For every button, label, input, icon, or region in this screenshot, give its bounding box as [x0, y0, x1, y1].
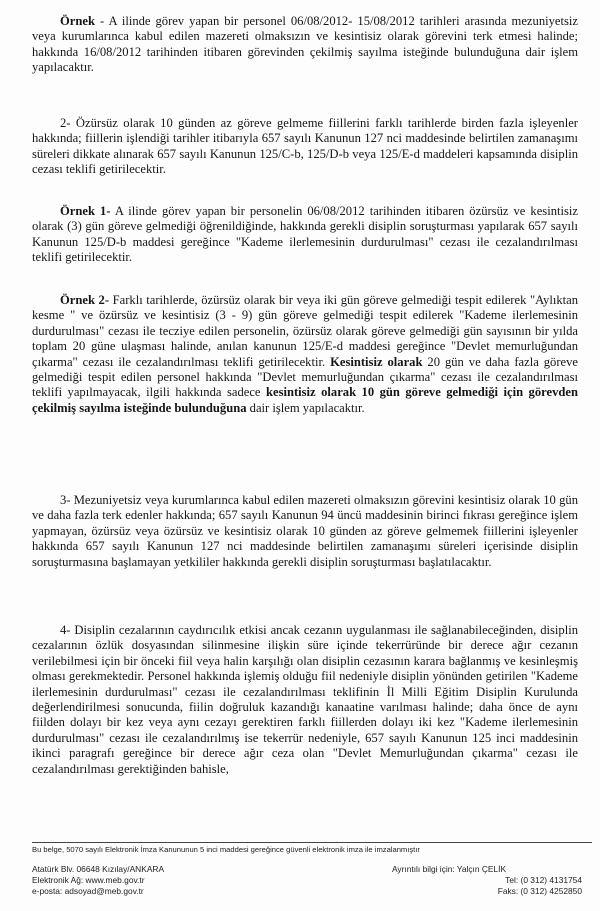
- footer-address: Atatürk Blv. 06648 Kızılay/ANKARA: [32, 864, 165, 874]
- paragraph-text: A ilinde görev yapan bir personelin 06/08/2012 tarihinden itibaren özürsüz ve kesintisiz olarak (3) gün göreve gelmediği öğrenildiğinde, hakkında gerekli disiplin soruşturması yapılarak 657 sayılı Kanunun 125/D-b maddesi gereğince "Kademe ilerlemesinin durdurulması" cezası ile cezalandırılması teklifi getirilecektir.: [32, 204, 578, 265]
- bold-phrase: Kesintisiz olarak: [330, 354, 423, 369]
- footer-email: e-posta: adsoyad@meb.gov.tr: [32, 886, 144, 897]
- paragraph-text: 20 gün ve daha fazla göreve gelmediği tespit edilen personel hakkında "Devlet memurluğundan çıkarma" cezası ile cezalandırılması teklifi yapılmayacak, ilgili hakkında sadece: [32, 354, 578, 400]
- paragraph-example: [32, 14, 578, 76]
- example-heading: Örnek 2-: [60, 293, 110, 307]
- paragraph-text: 3- Mezuniyetsiz veya kurumlarınca kabul edilen mazereti olmaksızın görevini kesintisiz olarak 10 gün ve daha fazla terk edenler hakkında; 657 sayılı Kanunun 94 üncü maddesinin birinci fıkrası gereğince işlem yapmayan, özürsüz veya özürsüz ve kesintisiz olarak 10 günden az göreve gelmemek fiillerini işleyenler hakkında 657 sayılı Kanunun 127 nci maddesinde belirtilen zamanaşımı süreleri içerisinde disiplin soruşturmasına başlamayan yetkililer hakkında gerekli disiplin soruşturması başlatılacaktır.: [32, 493, 578, 569]
- footer-contact-person: Ayrıntılı bilgi için: Yalçın ÇELİK: [392, 864, 507, 874]
- bold-phrase: kesintisiz olarak 10 gün göreve gelmediği için görevden çekilmiş sayılma isteğinde bulunduğuna: [32, 385, 578, 415]
- paragraph-example-2: [32, 293, 578, 416]
- paragraph-text: 2- Özürsüz olarak 10 günden az göreve gelmeme fiillerini farklı tarihlerde birden fazla işleyenler hakkında; fiillerin işlendiği tarihler itibarıyla 657 sayılı Kanunun 127 nci maddesinde belirtilen zamanaşımı süreleri dikkate alınarak 657 sayılı Kanunun 125/C-b, 125/D-b veya 125/E-d maddeleri kapsamında disiplin cezası teklifi getirilecektir.: [32, 116, 578, 177]
- example-heading: Örnek: [60, 14, 95, 28]
- footer-website: Elektronik Ağ: www.meb.gov.tr: [32, 875, 145, 886]
- footer-address-block: [32, 864, 292, 898]
- e-signature-note: Bu belge, 5070 sayılı Elektronik İmza Kanununun 5 inci maddesi gereğince güvenli elektronik imza ile imzalanmıştır: [32, 845, 420, 854]
- footer-divider: [32, 842, 592, 843]
- paragraph-item-4: [32, 623, 578, 777]
- paragraph-text: 4- Disiplin cezalarının caydırıcılık etkisi ancak cezanın uygulanması ile sağlanabileceğinden, disiplin cezalarının özlük dosyasından silinmesine ilişkin süre içinde tekerrüründe bir derece ağır cezanın verilebilmesi için bir önceki fiil veya halin karşılığı olan disiplin cezasının karara bağlanmış ve kesinleşmiş olması gerekmektedir. Personel hakkında işlemiş olduğu fiil nedeniyle disiplin yönünden getirilen "Kademe ilerlemesinin durdurulması" cezası ile cezalandırılması teklifinin İl Milli Eğitim Disiplin Kurulunda değerlendirilmesi sonucunda, fiilin doğruluk kazandığı kanaatine varılması halinde; daha önce de aynı fiilden dolayı bir kez veya aynı cezayı gerektiren farklı fiillerden dolayı iki kez "Kademe ilerlemesinin durdurulması" cezası ile cezalandırılmış ise tekerrür nedeniyle, 657 sayılı Kanunun 125 inci maddesinin ikinci paragrafı gereğince bir derece ağır ceza olan "Devlet Memurluğundan çıkarma" cezası ile cezalandırılması gerektiğinden bahisle,: [32, 623, 578, 776]
- paragraph-example-1: [32, 204, 578, 266]
- footer-phone: Tel: (0 312) 4131754: [505, 875, 582, 886]
- footer-contact-block: [392, 864, 592, 898]
- paragraph-item-3: [32, 493, 578, 570]
- paragraph-text: Farklı tarihlerde, özürsüz olarak bir veya iki gün göreve gelmediği tespit edilerek "Aylıktan kesme " ve özürsüz ve kesintisiz (3 - 9) gün göreve gelmediği tespit edilerek "Kademe ilerlemesinin durdurulması" cezası ile tecziye edilen personelin, özürsüz olarak göreve gelmediği gün sayısının bir yılda toplam 20 güne ulaşması halinde, anılan kanunun 125/E-d maddesi gereğince "Devlet memurluğundan çıkarma" cezası ile cezalandırılması teklifi getirilecektir.: [32, 293, 578, 369]
- paragraph-text: dair işlem yapılacaktır.: [246, 400, 365, 415]
- footer-fax: Faks: (0 312) 4252850: [497, 886, 582, 897]
- paragraph-item-2: [32, 116, 578, 178]
- paragraph-text: - A ilinde görev yapan bir personel 06/08/2012- 15/08/2012 tarihleri arasında mezuniyetsiz veya kurumlarınca kabul edilen mazereti olmaksızın ve kesintisiz olarak görevini terk etmesi halinde; hakkında 16/08/2012 tarihinden itibaren görevinden çekilmiş sayılma isteğinde bulunduğuna dair işlem yapılacaktır.: [32, 14, 578, 75]
- example-heading: Örnek 1-: [60, 204, 111, 218]
